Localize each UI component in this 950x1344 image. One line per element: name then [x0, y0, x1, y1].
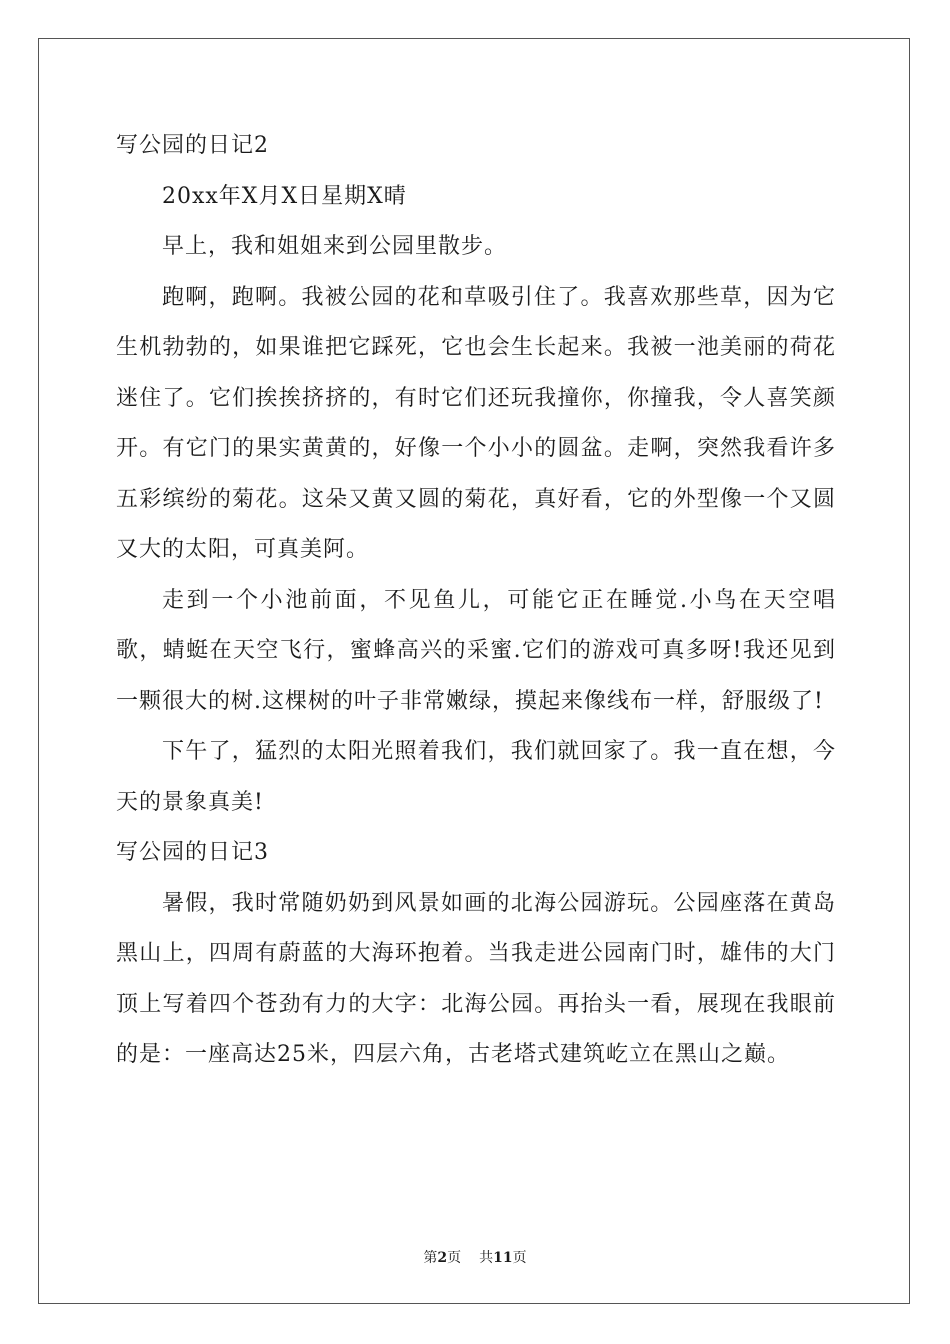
page-footer — [0, 1247, 950, 1267]
page-number: 2 — [437, 1250, 448, 1266]
date-line: 20xx年X月X日星期X晴 — [162, 183, 407, 209]
page-suffix: 页 — [447, 1250, 462, 1266]
total-prefix: 共 — [479, 1250, 494, 1266]
paragraph: 早上，我和姐姐来到公园里散步。 — [162, 234, 508, 259]
paragraph: 下午了，猛烈的太阳光照着我们，我们就回家了。我一直在想，今天的景象真美! — [116, 739, 836, 815]
total-suffix: 页 — [512, 1250, 527, 1266]
paragraph: 走到一个小池前面，不见鱼儿，可能它正在睡觉.小鸟在天空唱歌，蜻蜓在天空飞行，蜜蜂高兴的采蜜.它们的游戏可真多呀!我还见到一颗很大的树.这棵树的叶子非常嫩绿，摸起来像线布一样，舒服级了! — [116, 587, 836, 714]
section-title: 写公园的日记2 — [116, 133, 269, 158]
paragraph: 暑假，我时常随奶奶到风景如画的北海公园游玩。公园座落在黄岛黑山上，四周有蔚蓝的大海环抱着。当我走进公园南门时，雄伟的大门顶上写着四个苍劲有力的大字：北海公园。再抬头一看，展现在我眼前的是：一座高达25米，四层六角，古老塔式建筑屹立在黑山之巅。 — [116, 890, 836, 1067]
page-prefix: 第 — [423, 1250, 438, 1266]
paragraph: 跑啊，跑啊。我被公园的花和草吸引住了。我喜欢那些草，因为它生机勃勃的，如果谁把它踩死，它也会生长起来。我被一池美丽的荷花迷住了。它们挨挨挤挤的，有时它们还玩我撞你，你撞我，令人喜笑颜开。有它门的果实黄黄的，好像一个小小的圆盆。走啊，突然我看许多五彩缤纷的菊花。这朵又黄又圆的菊花，真好看，它的外型像一个又圆又大的太阳，可真美阿。 — [116, 284, 836, 562]
total-pages: 11 — [493, 1250, 513, 1266]
document-body — [116, 121, 836, 1081]
section-title: 写公园的日记3 — [116, 840, 269, 865]
